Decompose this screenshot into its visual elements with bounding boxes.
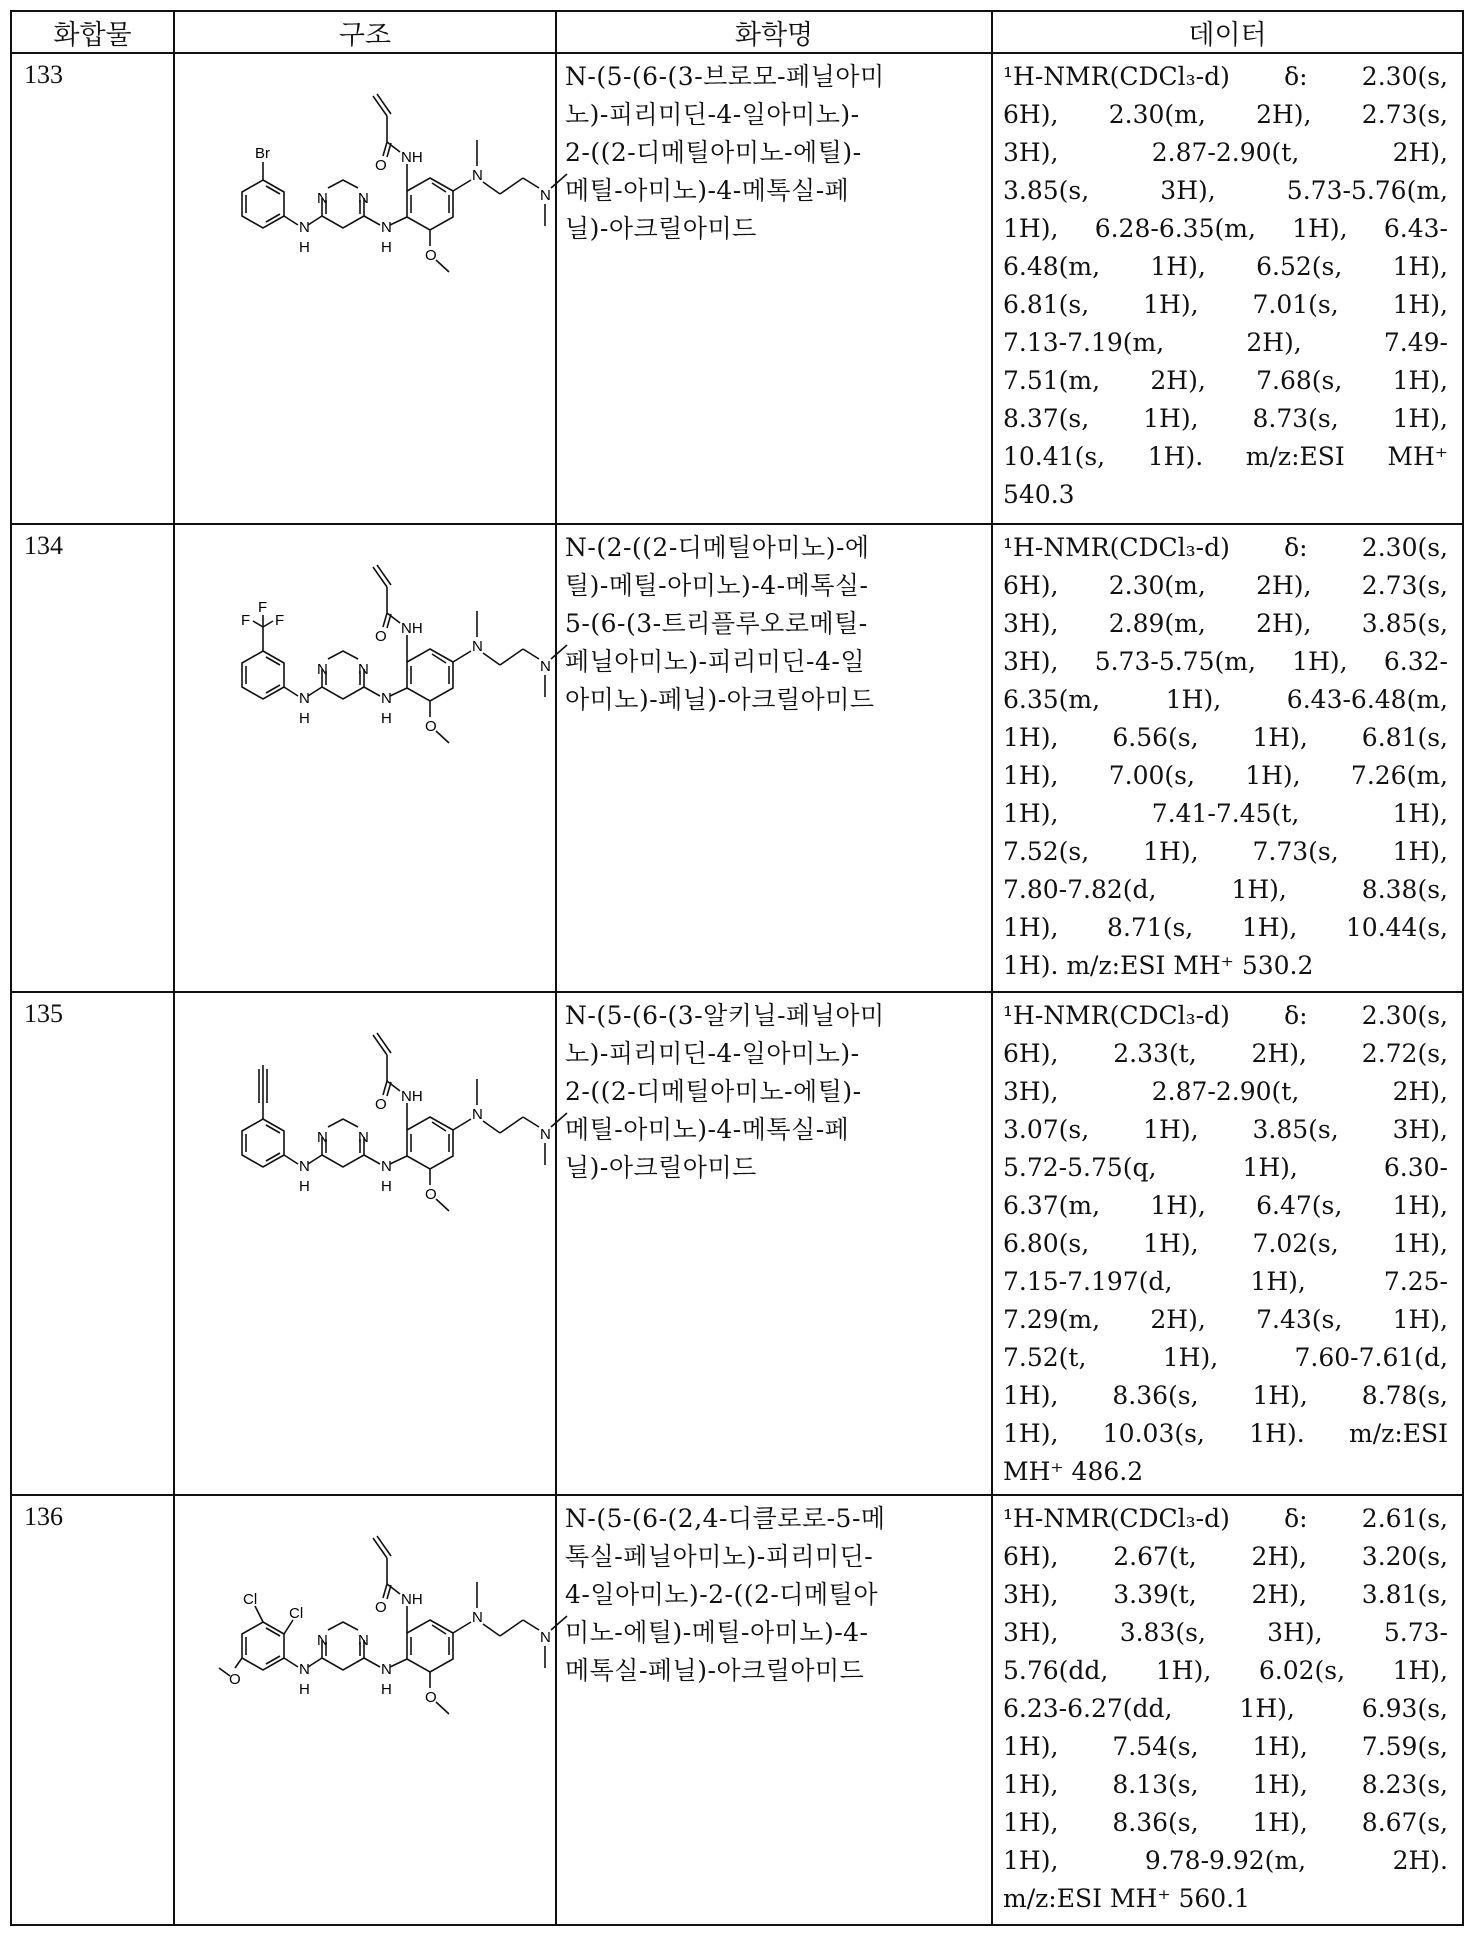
header-structure: 구조 xyxy=(174,11,556,53)
compound-number xyxy=(11,53,174,524)
atom-label: N xyxy=(540,658,551,675)
nmr-data-line: 3.07(s, 1H), 3.85(s, 3H), xyxy=(1003,1111,1448,1149)
compound-number xyxy=(11,992,174,1495)
compound-table xyxy=(10,10,1464,1926)
chemical-name xyxy=(556,53,992,524)
atom-label: F xyxy=(275,612,284,629)
atom-label: H xyxy=(381,1178,392,1195)
chemical-structure-image xyxy=(215,64,595,294)
atom-label: O xyxy=(425,247,437,264)
nmr-data-line: 7.51(m, 2H), 7.68(s, 1H), xyxy=(1003,362,1448,400)
table-row xyxy=(11,524,1463,992)
atom-label: NH xyxy=(401,1088,423,1105)
nmr-data-line: 1H), 7.00(s, 1H), 7.26(m, xyxy=(1003,757,1448,795)
chemical-name-line: 메틸-아미노)-4-메톡실-페 xyxy=(565,172,985,210)
nmr-data xyxy=(992,524,1463,992)
chemical-structure-image xyxy=(215,1003,595,1233)
chemical-name-line: 노)-피리미딘-4-일아미노)- xyxy=(565,96,985,134)
atom-label: N xyxy=(317,661,328,678)
atom-label: H xyxy=(381,710,392,727)
nmr-data-line: 1H), 8.36(s, 1H), 8.67(s, xyxy=(1003,1804,1448,1842)
chemical-name-line: N-(2-((2-디메틸아미노)-에 xyxy=(565,529,985,567)
atom-label: O xyxy=(375,1096,387,1113)
nmr-data-line: 3H), 2.89(m, 2H), 3.85(s, xyxy=(1003,605,1448,643)
nmr-data-line: ¹H-NMR(CDCl₃-d) δ: 2.30(s, xyxy=(1003,58,1448,96)
nmr-data-line: 1H), 6.56(s, 1H), 6.81(s, xyxy=(1003,719,1448,757)
chemical-name-line: N-(5-(6-(3-알키닐-페닐아미 xyxy=(565,997,985,1035)
compound-number xyxy=(11,524,174,992)
nmr-data-line: 6.23-6.27(dd, 1H), 6.93(s, xyxy=(1003,1690,1448,1728)
atom-label: Cl xyxy=(289,1605,303,1622)
chemical-structure-image xyxy=(215,535,595,765)
nmr-data-line: 6.81(s, 1H), 7.01(s, 1H), xyxy=(1003,286,1448,324)
nmr-data-line: 1H), 7.54(s, 1H), 7.59(s, xyxy=(1003,1728,1448,1766)
nmr-data-line: 7.15-7.197(d, 1H), 7.25- xyxy=(1003,1263,1448,1301)
nmr-data-line: 6H), 2.67(t, 2H), 3.20(s, xyxy=(1003,1538,1448,1576)
header-chemical-name: 화학명 xyxy=(556,11,992,53)
nmr-data-line: 1H). m/z:ESI MH⁺ 530.2 xyxy=(1003,947,1448,985)
chemical-name-line: 페닐아미노)-피리미딘-4-일 xyxy=(565,643,985,681)
nmr-data-line: 6.80(s, 1H), 7.02(s, 1H), xyxy=(1003,1225,1448,1263)
atom-label: N xyxy=(381,1661,392,1678)
atom-label: Cl xyxy=(243,1591,257,1608)
atom-label: N xyxy=(317,1129,328,1146)
header-data: 데이터 xyxy=(992,11,1463,53)
chemical-name xyxy=(556,524,992,992)
nmr-data-line: 1H), 9.78-9.92(m, 2H). xyxy=(1003,1842,1448,1880)
table-row xyxy=(11,53,1463,524)
atom-label: N xyxy=(317,190,328,207)
atom-label: N xyxy=(358,1632,369,1649)
chemical-name-line: N-(5-(6-(2,4-디클로로-5-메 xyxy=(565,1500,985,1538)
nmr-data-line: 7.80-7.82(d, 1H), 8.38(s, xyxy=(1003,871,1448,909)
nmr-data-line: 7.52(t, 1H), 7.60-7.61(d, xyxy=(1003,1339,1448,1377)
nmr-data-line: 1H), 8.36(s, 1H), 8.78(s, xyxy=(1003,1377,1448,1415)
atom-label: F xyxy=(241,612,250,629)
atom-label: O xyxy=(425,1186,437,1203)
atom-label: N xyxy=(299,1661,310,1678)
atom-label: O xyxy=(375,157,387,174)
chemical-name-line: 미노-에틸)-메틸-아미노)-4- xyxy=(565,1614,985,1652)
atom-label: N xyxy=(299,219,310,236)
atom-label: O xyxy=(229,1671,241,1688)
nmr-data-line: 6H), 2.30(m, 2H), 2.73(s, xyxy=(1003,96,1448,134)
nmr-data-line: 6H), 2.30(m, 2H), 2.73(s, xyxy=(1003,567,1448,605)
atom-label: N xyxy=(358,190,369,207)
atom-label: N xyxy=(540,187,551,204)
atom-label: NH xyxy=(401,149,423,166)
atom-label: O xyxy=(425,1689,437,1706)
atom-label: N xyxy=(299,690,310,707)
nmr-data xyxy=(992,992,1463,1495)
chemical-name-line: 닐)-아크릴아미드 xyxy=(565,1149,985,1187)
atom-label: Br xyxy=(255,145,270,162)
atom-label: NH xyxy=(401,620,423,637)
atom-label: N xyxy=(472,167,483,184)
nmr-data-line: 7.13-7.19(m, 2H), 7.49- xyxy=(1003,324,1448,362)
chemical-name-line: 메톡실-페닐)-아크릴아미드 xyxy=(565,1652,985,1690)
table-row xyxy=(11,992,1463,1495)
chemical-name xyxy=(556,1495,992,1925)
atom-label: O xyxy=(375,628,387,645)
nmr-data-line: 7.52(s, 1H), 7.73(s, 1H), xyxy=(1003,833,1448,871)
nmr-data-line: 5.76(dd, 1H), 6.02(s, 1H), xyxy=(1003,1652,1448,1690)
atom-label: NH xyxy=(401,1591,423,1608)
chemical-name-line: 5-(6-(3-트리플루오로메틸- xyxy=(565,605,985,643)
nmr-data-line: 3.85(s, 3H), 5.73-5.76(m, xyxy=(1003,172,1448,210)
atom-label: N xyxy=(358,1129,369,1146)
compound-id: 135 xyxy=(24,999,63,1028)
atom-label: N xyxy=(472,638,483,655)
nmr-data-line: MH⁺ 486.2 xyxy=(1003,1453,1448,1491)
atom-label: H xyxy=(299,239,310,256)
header-row xyxy=(11,11,1463,53)
atom-label: N xyxy=(540,1629,551,1646)
chemical-name-line: 닐)-아크릴아미드 xyxy=(565,210,985,248)
nmr-data-line: 3H), 2.87-2.90(t, 2H), xyxy=(1003,134,1448,172)
chemical-name-line: 2-((2-디메틸아미노-에틸)- xyxy=(565,1073,985,1111)
chemical-name-line: 아미노)-페닐)-아크릴아미드 xyxy=(565,681,985,719)
atom-label: N xyxy=(472,1609,483,1626)
nmr-data-line: 5.72-5.75(q, 1H), 6.30- xyxy=(1003,1149,1448,1187)
nmr-data-line: m/z:ESI MH⁺ 560.1 xyxy=(1003,1880,1448,1918)
chemical-name-line: N-(5-(6-(3-브로모-페닐아미 xyxy=(565,58,985,96)
chemical-name xyxy=(556,992,992,1495)
nmr-data-line: 1H), 8.13(s, 1H), 8.23(s, xyxy=(1003,1766,1448,1804)
header-compound: 화합물 xyxy=(11,11,174,53)
structure-cell xyxy=(174,1495,556,1925)
structure-cell xyxy=(174,53,556,524)
nmr-data-line: 3H), 5.73-5.75(m, 1H), 6.32- xyxy=(1003,643,1448,681)
nmr-data-line: 6.48(m, 1H), 6.52(s, 1H), xyxy=(1003,248,1448,286)
nmr-data-line: 3H), 2.87-2.90(t, 2H), xyxy=(1003,1073,1448,1111)
chemical-name-line: 틸)-메틸-아미노)-4-메톡실- xyxy=(565,567,985,605)
atom-label: O xyxy=(425,718,437,735)
atom-label: N xyxy=(317,1632,328,1649)
atom-label: F xyxy=(258,599,267,616)
nmr-data-line: 1H), 10.03(s, 1H). m/z:ESI xyxy=(1003,1415,1448,1453)
nmr-data-line: 7.29(m, 2H), 7.43(s, 1H), xyxy=(1003,1301,1448,1339)
nmr-data-line: 3H), 3.39(t, 2H), 3.81(s, xyxy=(1003,1576,1448,1614)
compound-id: 134 xyxy=(24,531,63,560)
compound-id: 133 xyxy=(24,60,63,89)
atom-label: N xyxy=(381,1158,392,1175)
chemical-structure-image xyxy=(215,1506,595,1736)
chemical-name-line: 2-((2-디메틸아미노-에틸)- xyxy=(565,134,985,172)
atom-label: N xyxy=(358,661,369,678)
atom-label: H xyxy=(299,1681,310,1698)
nmr-data-line: 540.3 xyxy=(1003,476,1448,514)
nmr-data-line: ¹H-NMR(CDCl₃-d) δ: 2.30(s, xyxy=(1003,529,1448,567)
chemical-name-line: 노)-피리미딘-4-일아미노)- xyxy=(565,1035,985,1073)
table-row xyxy=(11,1495,1463,1925)
atom-label: H xyxy=(381,239,392,256)
structure-cell xyxy=(174,992,556,1495)
chemical-name-line: 메틸-아미노)-4-메톡실-페 xyxy=(565,1111,985,1149)
atom-label: N xyxy=(381,690,392,707)
nmr-data-line: 3H), 3.83(s, 3H), 5.73- xyxy=(1003,1614,1448,1652)
compound-id: 136 xyxy=(24,1502,63,1531)
atom-label: N xyxy=(540,1126,551,1143)
nmr-data-line: ¹H-NMR(CDCl₃-d) δ: 2.61(s, xyxy=(1003,1500,1448,1538)
structure-cell xyxy=(174,524,556,992)
chemical-name-line: 4-일아미노)-2-((2-디메틸아 xyxy=(565,1576,985,1614)
nmr-data-line: 6.35(m, 1H), 6.43-6.48(m, xyxy=(1003,681,1448,719)
nmr-data xyxy=(992,1495,1463,1925)
nmr-data xyxy=(992,53,1463,524)
atom-label: N xyxy=(472,1106,483,1123)
atom-label: N xyxy=(381,219,392,236)
nmr-data-line: 1H), 6.28-6.35(m, 1H), 6.43- xyxy=(1003,210,1448,248)
nmr-data-line: 8.37(s, 1H), 8.73(s, 1H), xyxy=(1003,400,1448,438)
nmr-data-line: 6.37(m, 1H), 6.47(s, 1H), xyxy=(1003,1187,1448,1225)
nmr-data-line: 6H), 2.33(t, 2H), 2.72(s, xyxy=(1003,1035,1448,1073)
nmr-data-line: ¹H-NMR(CDCl₃-d) δ: 2.30(s, xyxy=(1003,997,1448,1035)
atom-label: H xyxy=(299,710,310,727)
nmr-data-line: 1H), 8.71(s, 1H), 10.44(s, xyxy=(1003,909,1448,947)
atom-label: N xyxy=(299,1158,310,1175)
atom-label: O xyxy=(375,1599,387,1616)
chemical-name-line: 톡실-페닐아미노)-피리미딘- xyxy=(565,1538,985,1576)
nmr-data-line: 1H), 7.41-7.45(t, 1H), xyxy=(1003,795,1448,833)
compound-number xyxy=(11,1495,174,1925)
atom-label: H xyxy=(299,1178,310,1195)
atom-label: H xyxy=(381,1681,392,1698)
nmr-data-line: 10.41(s, 1H). m/z:ESI MH⁺ xyxy=(1003,438,1448,476)
